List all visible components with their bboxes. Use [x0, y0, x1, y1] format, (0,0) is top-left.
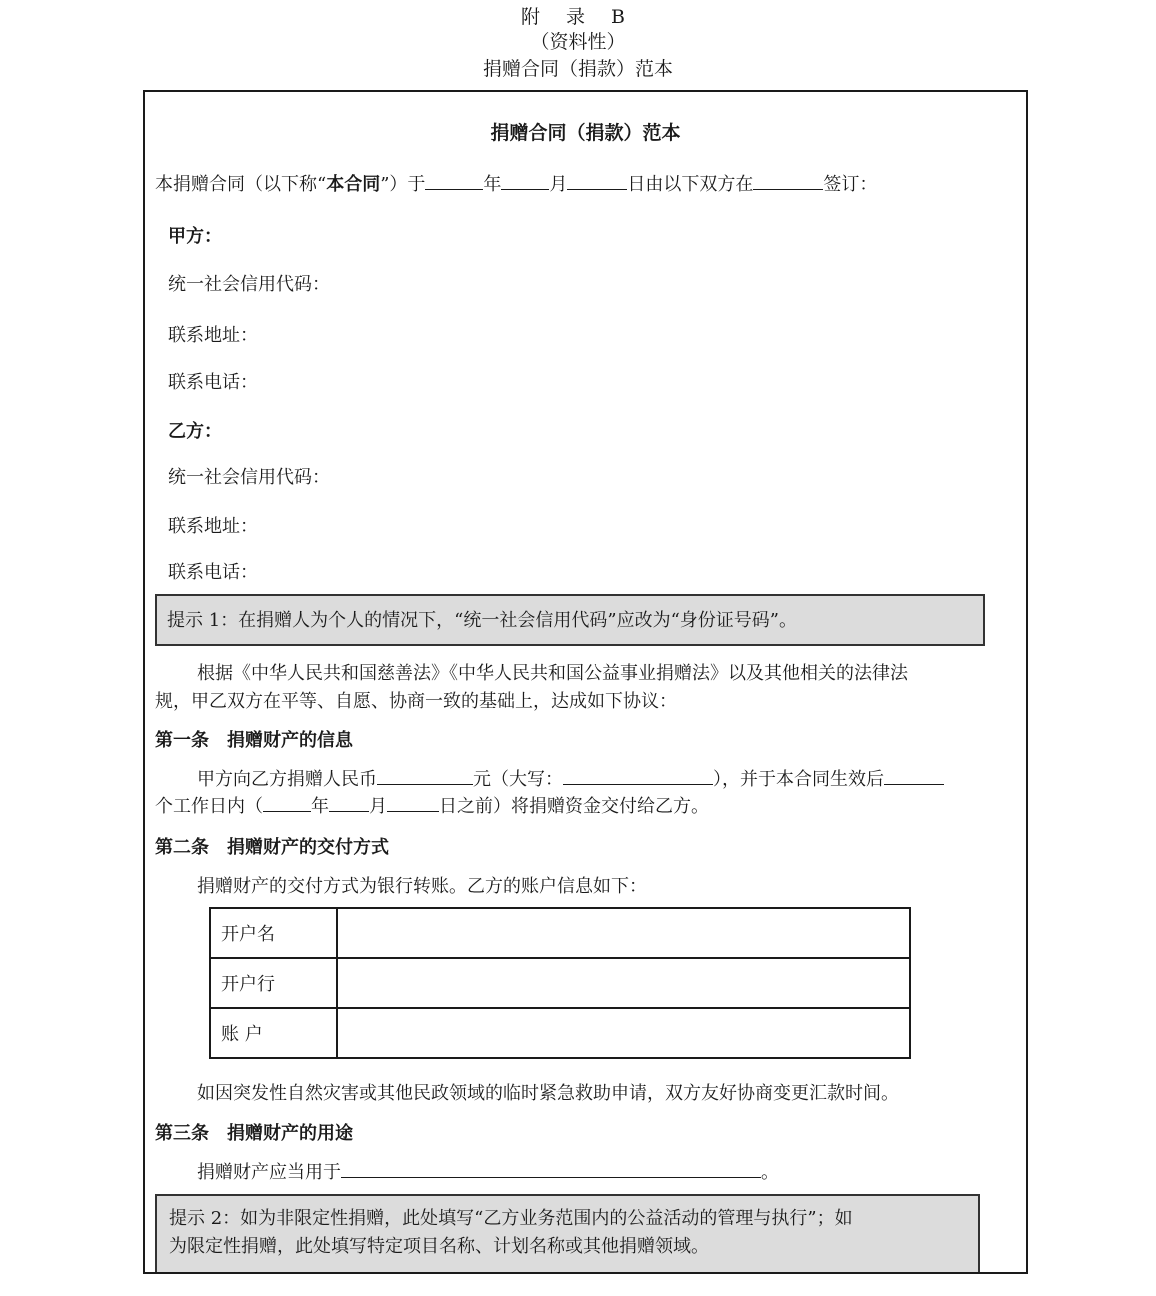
contract-short-name: 本合同 — [326, 174, 381, 195]
table-row — [210, 908, 910, 958]
hint-2-line-1: 提示 2：如为非限定性捐赠，此处填写“乙方业务范围内的公益活动的管理与执行”；如 — [169, 1208, 853, 1229]
hint-2-line-2: 为限定性捐赠，此处填写特定项目名称、计划名称或其他捐赠领域。 — [169, 1236, 709, 1257]
account-info-table — [209, 907, 911, 1059]
account-field-value[interactable] — [337, 908, 910, 958]
article-2-heading: 第二条 捐赠财产的交付方式 — [155, 837, 389, 858]
blank-deadline-month[interactable] — [329, 793, 369, 812]
party-a-credit-code: 统一社会信用代码： — [168, 274, 330, 295]
blank-donation-use[interactable] — [341, 1159, 761, 1178]
hint-box-2 — [155, 1194, 980, 1274]
table-row — [210, 958, 910, 1008]
party-b-phone: 联系电话： — [168, 562, 258, 583]
blank-sign-month[interactable] — [501, 171, 549, 190]
article-3-use: 捐赠财产应当用于 。 — [197, 1158, 779, 1184]
basis-line-1: 根据《中华人民共和国慈善法》《中华人民共和国公益事业捐赠法》以及其他相关的法律法 — [197, 663, 908, 684]
blank-sign-year[interactable] — [425, 171, 483, 190]
article-1-heading: 第一条 捐赠财产的信息 — [155, 730, 353, 751]
basis-line-2: 规，甲乙双方在平等、自愿、协商一致的基础上，达成如下协议： — [155, 691, 677, 712]
appendix-title: 捐赠合同（捐款）范本 — [482, 58, 673, 80]
account-field-label: 开户行 — [210, 958, 337, 1008]
appendix-label: 附 录 B — [520, 6, 636, 28]
account-field-value[interactable] — [337, 958, 910, 1008]
party-a-label: 甲方： — [168, 226, 222, 247]
account-field-value[interactable] — [337, 1008, 910, 1058]
blank-deadline-day[interactable] — [387, 793, 439, 812]
appendix-nature: （资料性） — [530, 31, 626, 53]
party-b-label: 乙方： — [168, 421, 222, 442]
article-1-line-1: 甲方向乙方捐赠人民币 元（大写： ），并于本合同生效后 — [197, 765, 944, 791]
party-b-address: 联系地址： — [168, 516, 258, 537]
blank-workdays[interactable] — [884, 766, 944, 785]
article-2-note: 如因突发性自然灾害或其他民政领域的临时紧急救助申请，双方友好协商变更汇款时间。 — [197, 1083, 899, 1104]
contract-frame — [143, 90, 1028, 1274]
blank-amount[interactable] — [377, 766, 473, 785]
party-a-address: 联系地址： — [168, 325, 258, 346]
hint-box-1 — [155, 594, 985, 646]
article-1-line-2: 个工作日内（ 年 月 日之前）将捐赠资金交付给乙方。 — [155, 792, 709, 818]
blank-sign-day[interactable] — [567, 171, 627, 190]
account-field-label: 账 户 — [210, 1008, 337, 1058]
article-3-heading: 第三条 捐赠财产的用途 — [155, 1123, 353, 1144]
blank-amount-uppercase[interactable] — [563, 766, 713, 785]
article-2-desc: 捐赠财产的交付方式为银行转账。乙方的账户信息如下： — [197, 876, 647, 897]
party-a-phone: 联系电话： — [168, 372, 258, 393]
party-b-credit-code: 统一社会信用代码： — [168, 467, 330, 488]
hint-1-text: 提示 1：在捐赠人为个人的情况下，“统一社会信用代码”应改为“身份证号码”。 — [167, 610, 797, 631]
account-field-label: 开户名 — [210, 908, 337, 958]
contract-intro: 本捐赠合同（以下称“本合同”）于 年 月 日由以下双方在 签订： — [155, 170, 877, 196]
blank-sign-place[interactable] — [753, 171, 823, 190]
table-row — [210, 1008, 910, 1058]
contract-title: 捐赠合同（捐款）范本 — [490, 122, 681, 144]
blank-deadline-year[interactable] — [263, 793, 311, 812]
